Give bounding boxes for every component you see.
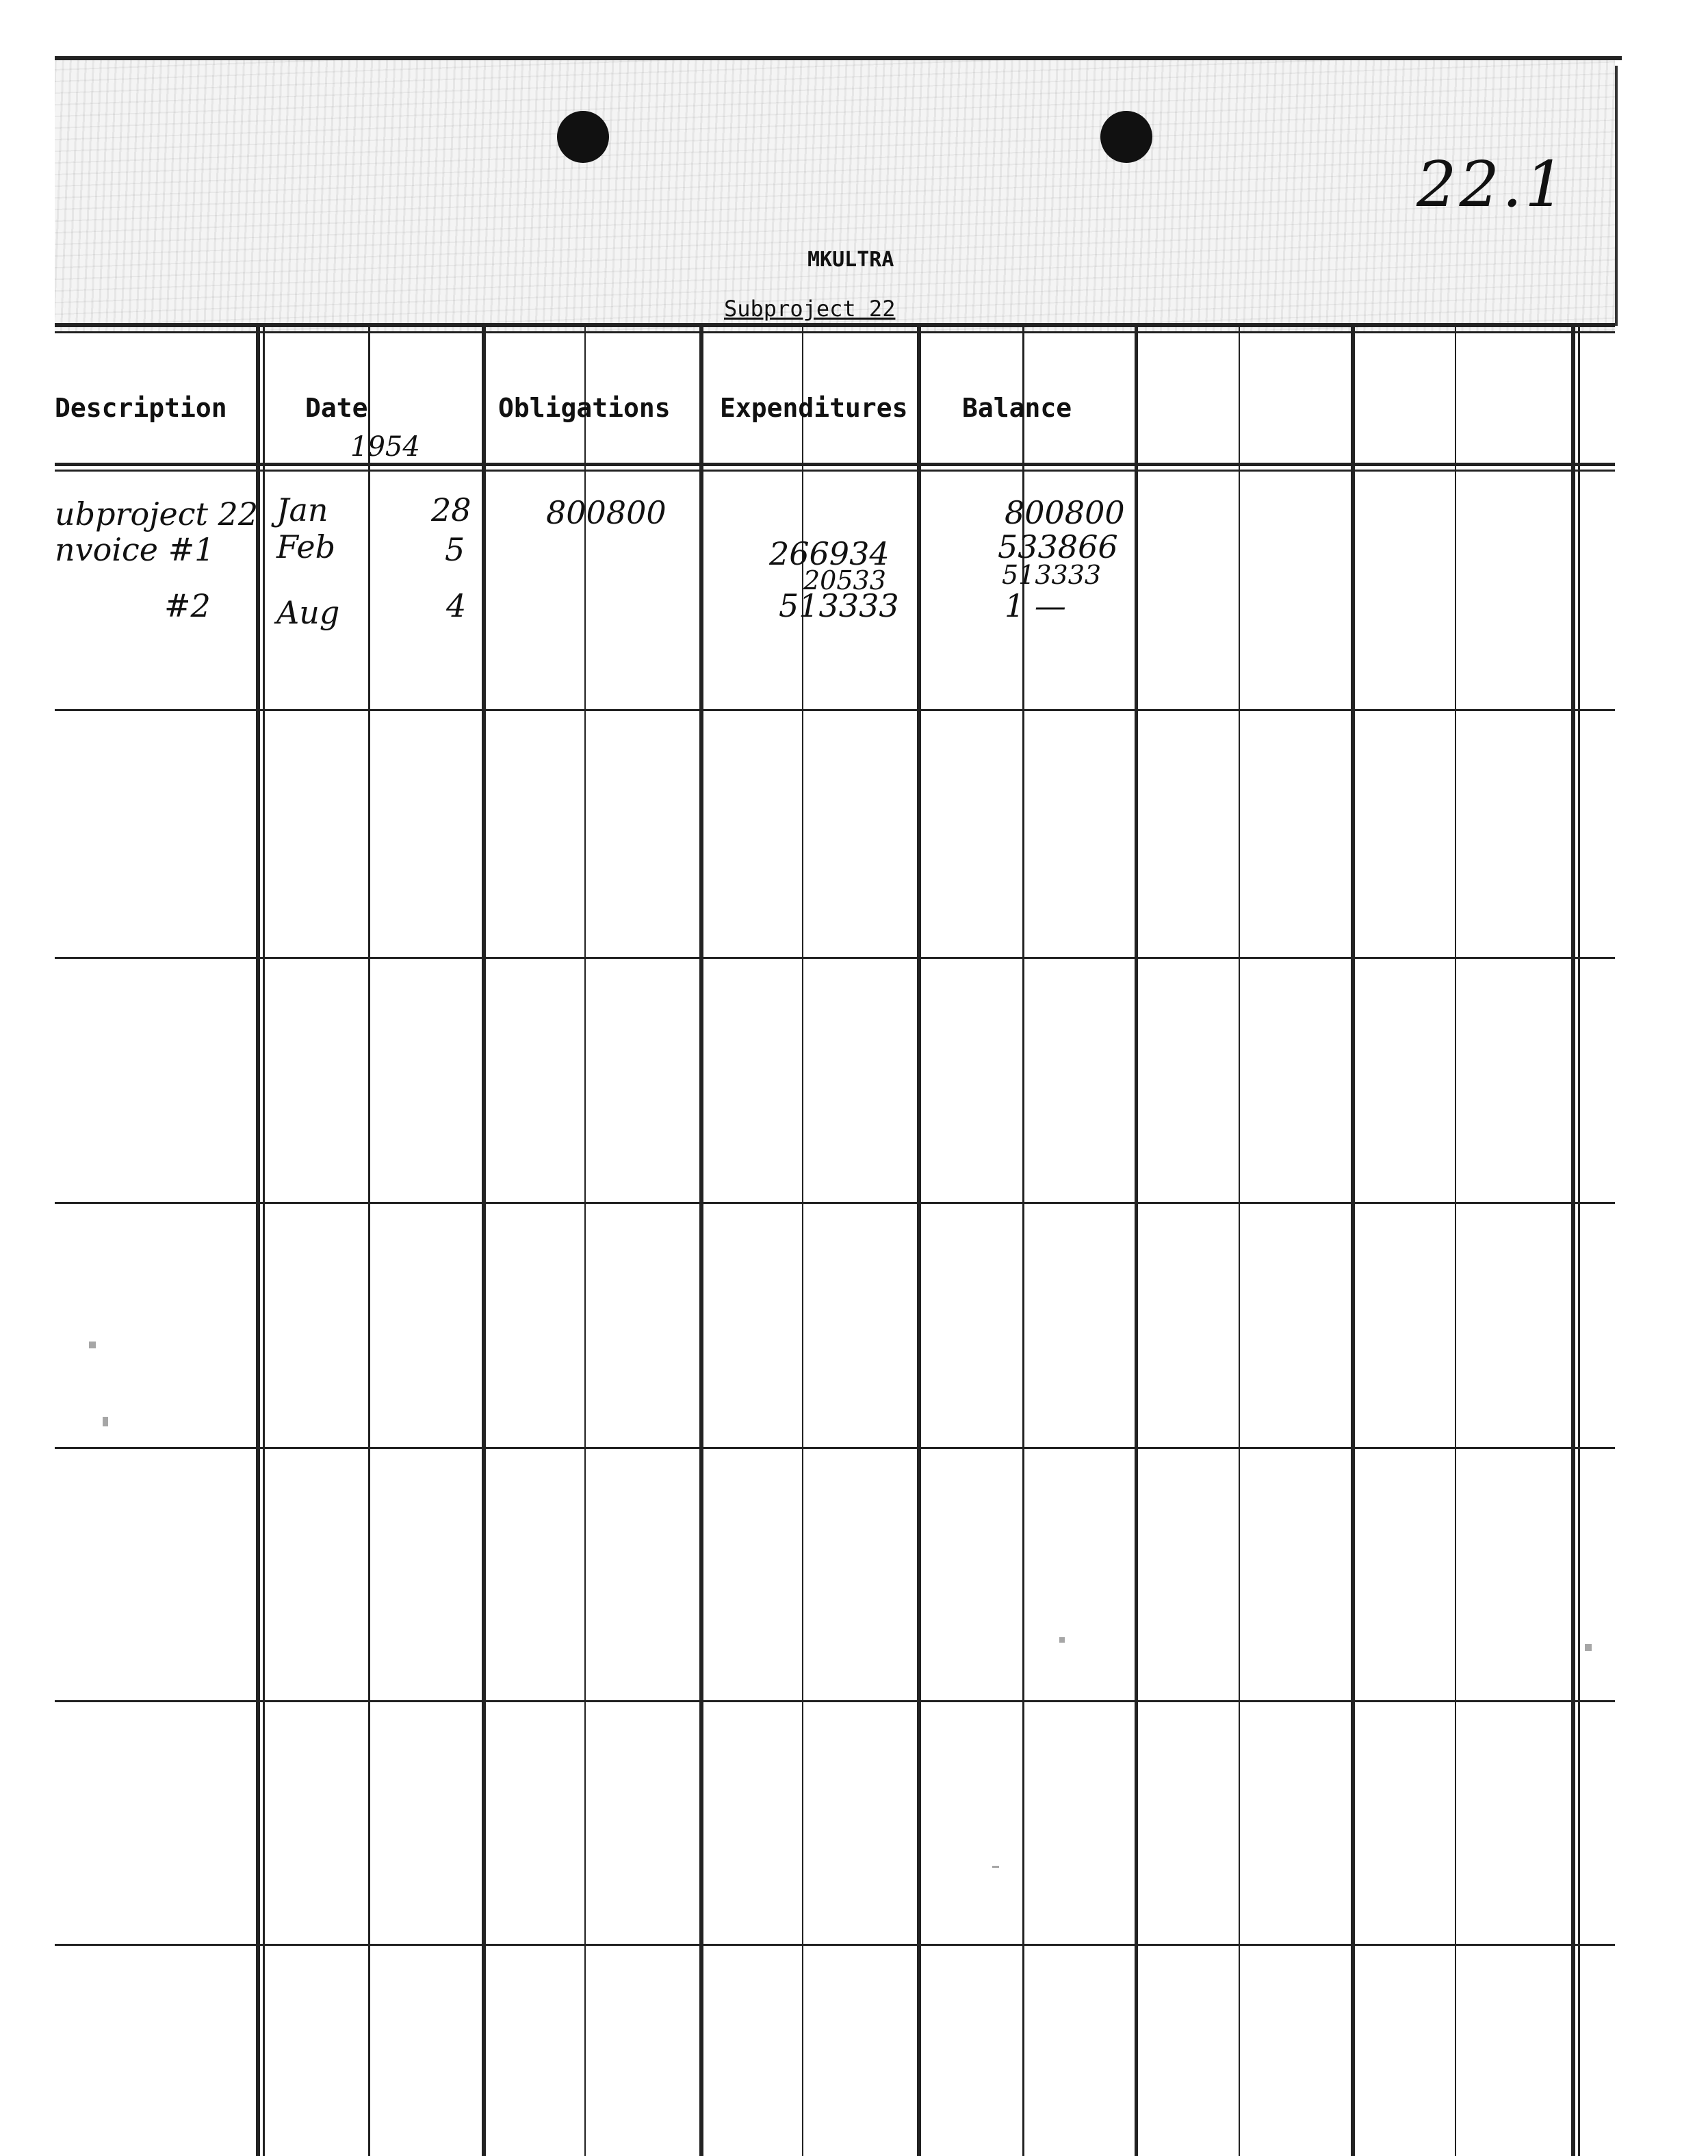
entry-description: nvoice #1 <box>55 531 215 568</box>
entry-balance: 800800 <box>1005 494 1125 531</box>
row-rule <box>55 1447 1615 1449</box>
scan-speck <box>1059 1637 1065 1643</box>
row-rule <box>55 957 1615 959</box>
entry-description: #2 <box>164 587 211 624</box>
column-rule <box>263 326 265 2156</box>
header-rule-bottom <box>55 463 1615 466</box>
top-rule <box>55 56 1622 60</box>
column-rule <box>1239 326 1240 2156</box>
year-annotation: 1954 <box>350 431 420 463</box>
entry-balance: 1 — <box>1005 587 1066 624</box>
entry-expenditure: 266934 <box>769 535 890 572</box>
project-title: MKULTRA <box>807 248 894 272</box>
column-rule <box>1351 326 1355 2156</box>
entry-balance: 513333 <box>1002 560 1102 590</box>
header-description: Description <box>55 393 227 423</box>
scan-speck <box>992 1866 999 1868</box>
entry-expenditure: 513333 <box>779 587 899 624</box>
entry-month: Aug <box>276 594 340 631</box>
page-number: 22.1 <box>1416 148 1568 221</box>
punch-hole-left <box>557 111 609 163</box>
header-date: Date <box>305 393 368 423</box>
entry-expenditure: 20533 <box>803 565 886 595</box>
column-rule <box>1578 326 1580 2156</box>
entry-description: ubproject 22 <box>55 496 259 532</box>
column-rule <box>1571 326 1575 2156</box>
entry-balance: 533866 <box>998 528 1118 565</box>
header-expenditures: Expenditures <box>720 393 908 423</box>
row-rule <box>55 709 1615 711</box>
entry-month: Jan <box>276 491 328 528</box>
column-rule <box>368 326 370 2156</box>
entry-month: Feb <box>276 528 336 565</box>
header-rule-top-2 <box>55 331 1615 333</box>
header-rule-bottom-2 <box>55 470 1615 472</box>
column-rule <box>699 326 703 2156</box>
header-rule-top <box>55 323 1615 327</box>
column-rule <box>256 326 260 2156</box>
scan-speck <box>89 1342 96 1348</box>
column-rule <box>482 326 486 2156</box>
column-rule <box>1135 326 1138 2156</box>
row-rule <box>55 1202 1615 1204</box>
index-tab <box>55 57 1615 331</box>
scan-speck <box>1585 1644 1592 1651</box>
entry-day: 28 <box>431 491 471 528</box>
subproject-title: Subproject 22 <box>724 296 896 322</box>
entry-day: 5 <box>445 531 465 568</box>
header-obligations: Obligations <box>498 393 671 423</box>
entry-obligation: 800800 <box>546 494 667 531</box>
column-rule <box>917 326 921 2156</box>
row-rule <box>55 1944 1615 1946</box>
row-rule <box>55 1700 1615 1702</box>
scan-speck <box>103 1417 108 1426</box>
column-rule <box>1455 326 1456 2156</box>
column-rule <box>584 326 586 2156</box>
tab-edge <box>1574 66 1618 326</box>
header-balance: Balance <box>962 393 1072 423</box>
entry-day: 4 <box>446 587 467 624</box>
punch-hole-right <box>1100 111 1152 163</box>
